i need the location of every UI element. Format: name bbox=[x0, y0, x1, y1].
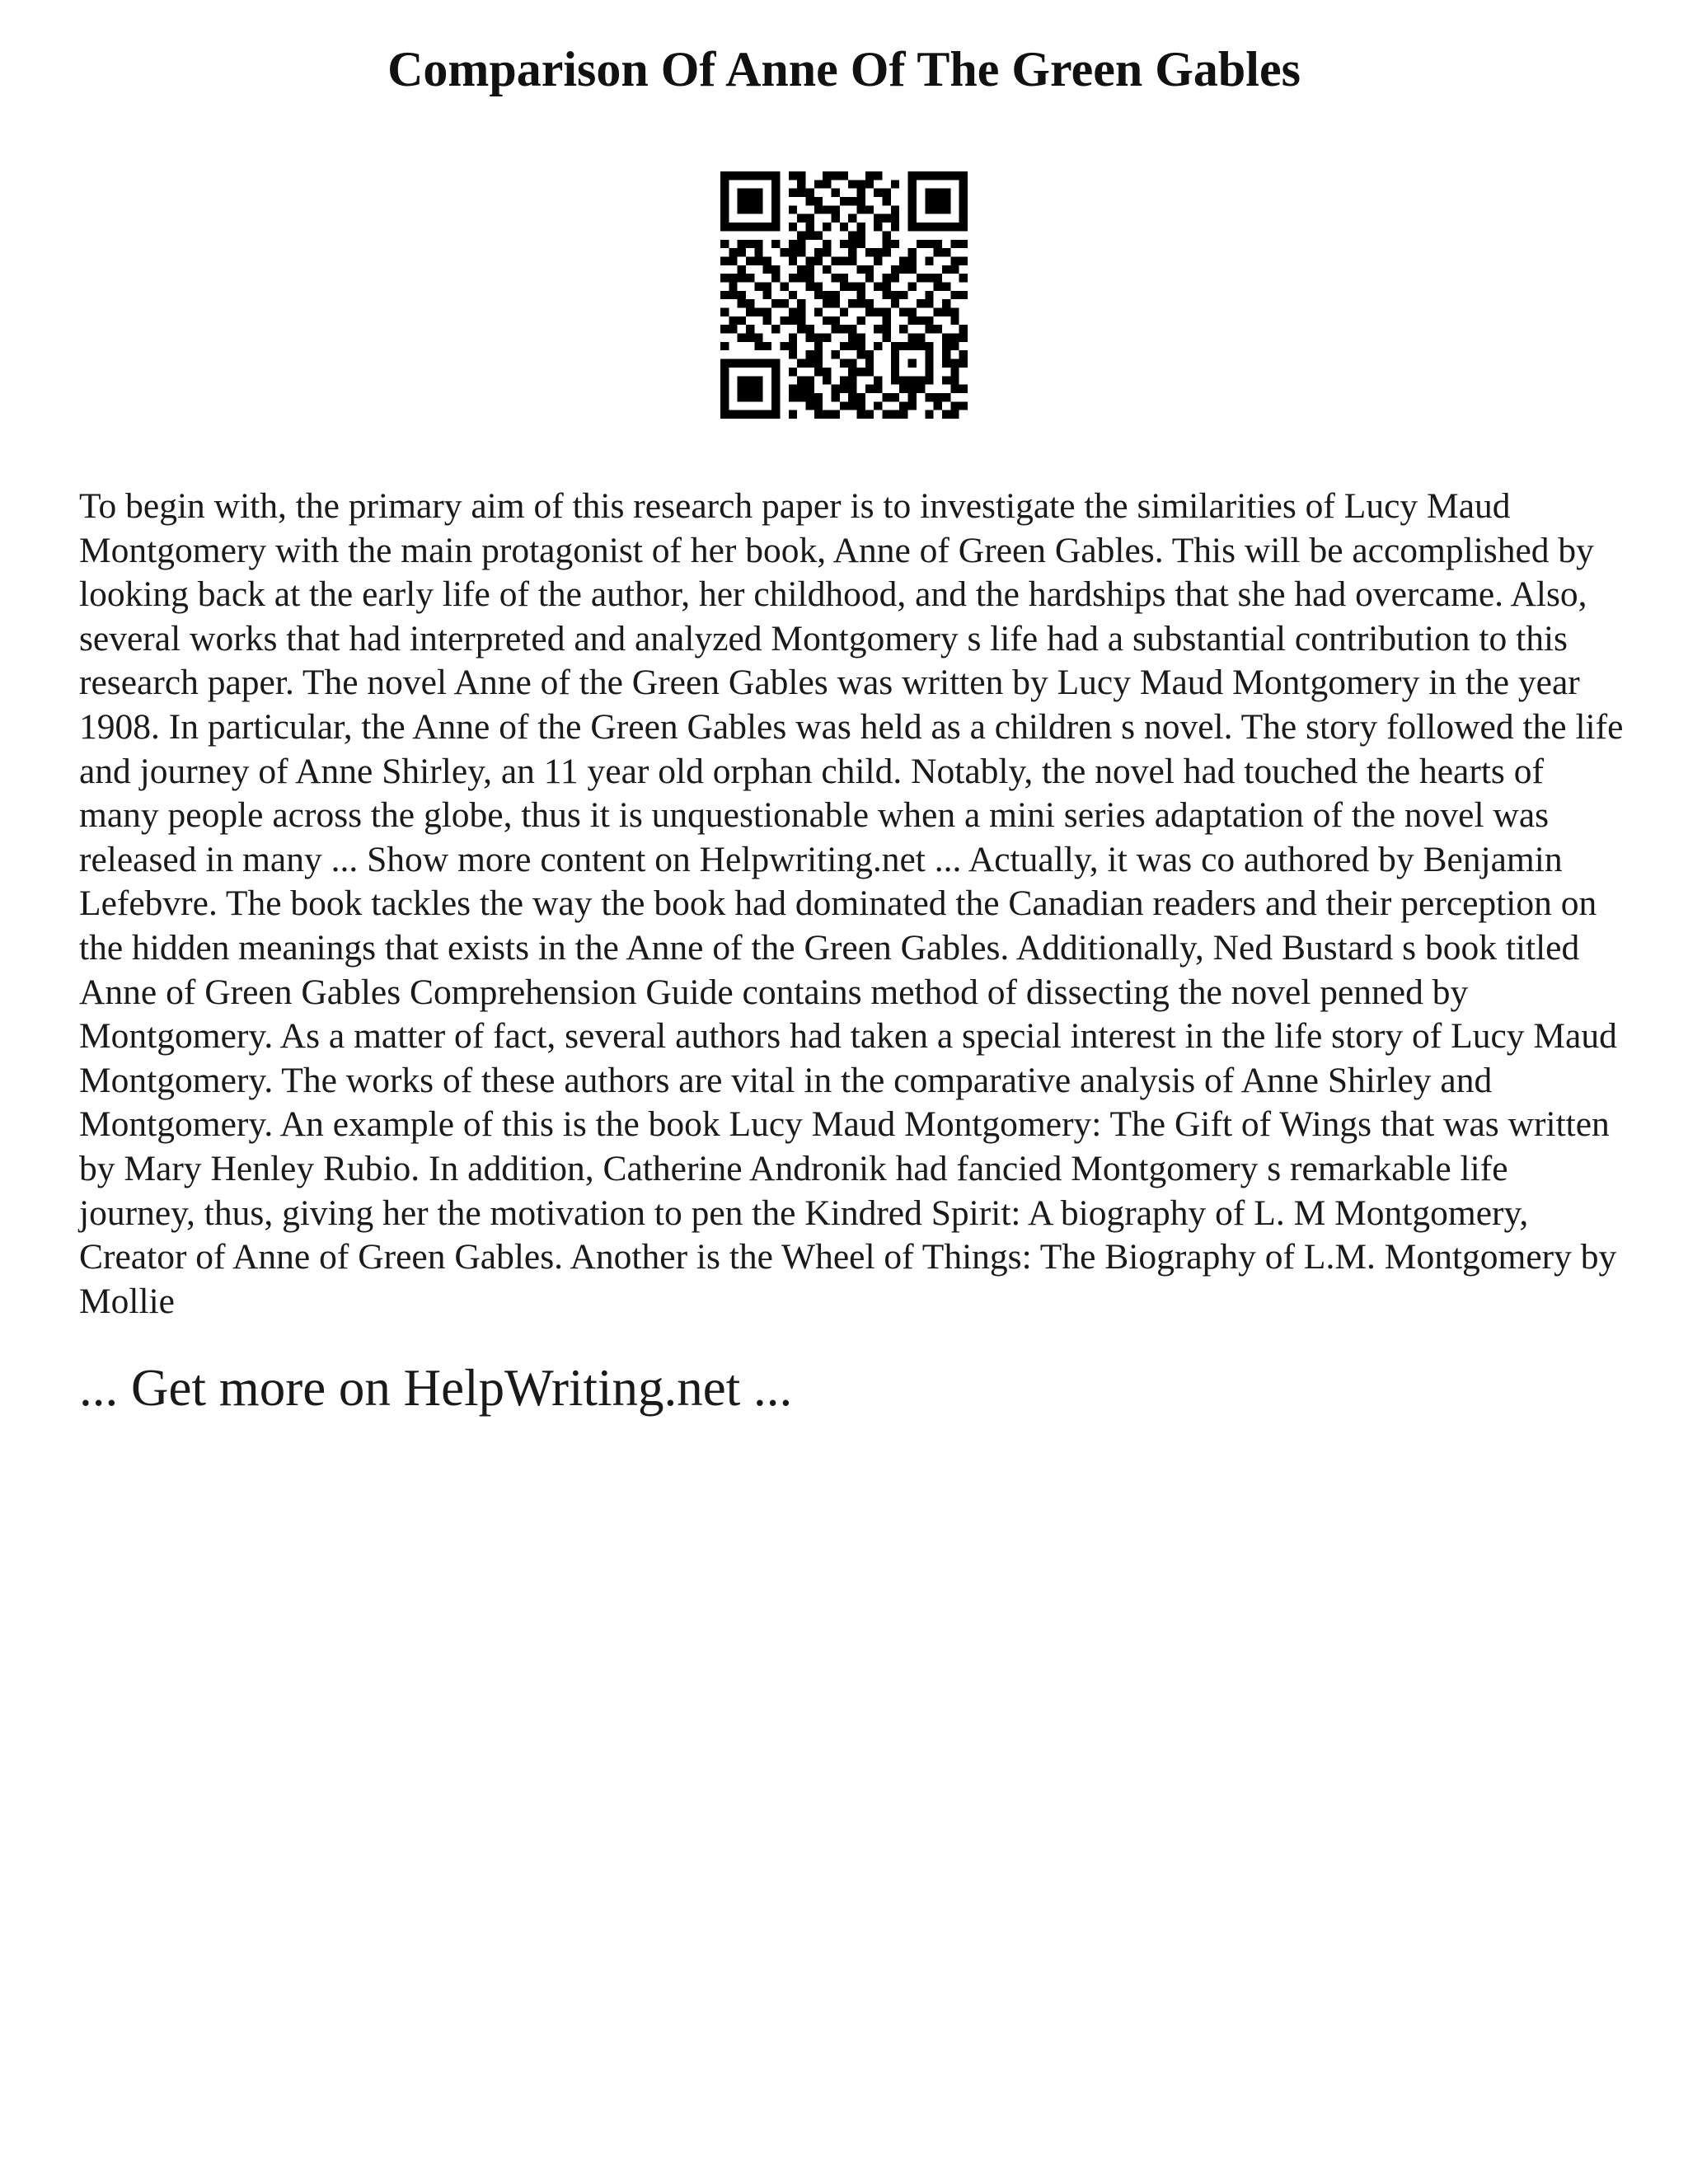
body-paragraph: To begin with, the primary aim of this research paper is to investigate the similarities of Lucy Maud Montgomery with the main protagonist of her book, Anne of Green Gables. This will be accomplished by looking back at the early life of the author, her childhood, and the hardships that she had overcame. Also, several works that had interpreted and analyzed Montgomery s life had a substantial contribution to this research paper. The novel Anne of the Green Gables was written by Lucy Maud Montgomery in the year 1908. In particular, the Anne of the Green Gables was held as a children s novel. The story followed the life and journey of Anne Shirley, an 11 year old orphan child. Notably, the novel had touched the hearts of many people across the globe, thus it is unquestionable when a mini series adaptation of the novel was released in many ... Show more content on Helpwriting.net ... Actually, it was co authored by Benjamin Lefebvre. The book tackles the way the book had dominated the Canadian readers and their perception on the hidden meanings that exists in the Anne of the Green Gables. Additionally, Ned Bustard s book titled Anne of Green Gables Comprehension Guide contains method of dissecting the novel penned by Montgomery. As a matter of fact, several authors had taken a special interest in the life story of Lucy Maud Montgomery. The works of these authors are vital in the comparative analysis of Anne Shirley and Montgomery. An example of this is the book Lucy Maud Montgomery: The Gift of Wings that was written by Mary Henley Rubio. In addition, Catherine Andronik had fancied Montgomery s remarkable life journey, thus, giving her the motivation to pen the Kindred Spirit: A biography of L. M Montgomery, Creator of Anne of Green Gables. Another is the Wheel of Things: The Biography of L.M. Montgomery by Mollie bbox=[79, 486, 1624, 1321]
page-title: Comparison Of Anne Of The Green Gables bbox=[387, 42, 1301, 96]
qr-code-icon bbox=[720, 171, 968, 419]
get-more-link[interactable]: ... Get more on HelpWriting.net ... bbox=[79, 1359, 793, 1417]
